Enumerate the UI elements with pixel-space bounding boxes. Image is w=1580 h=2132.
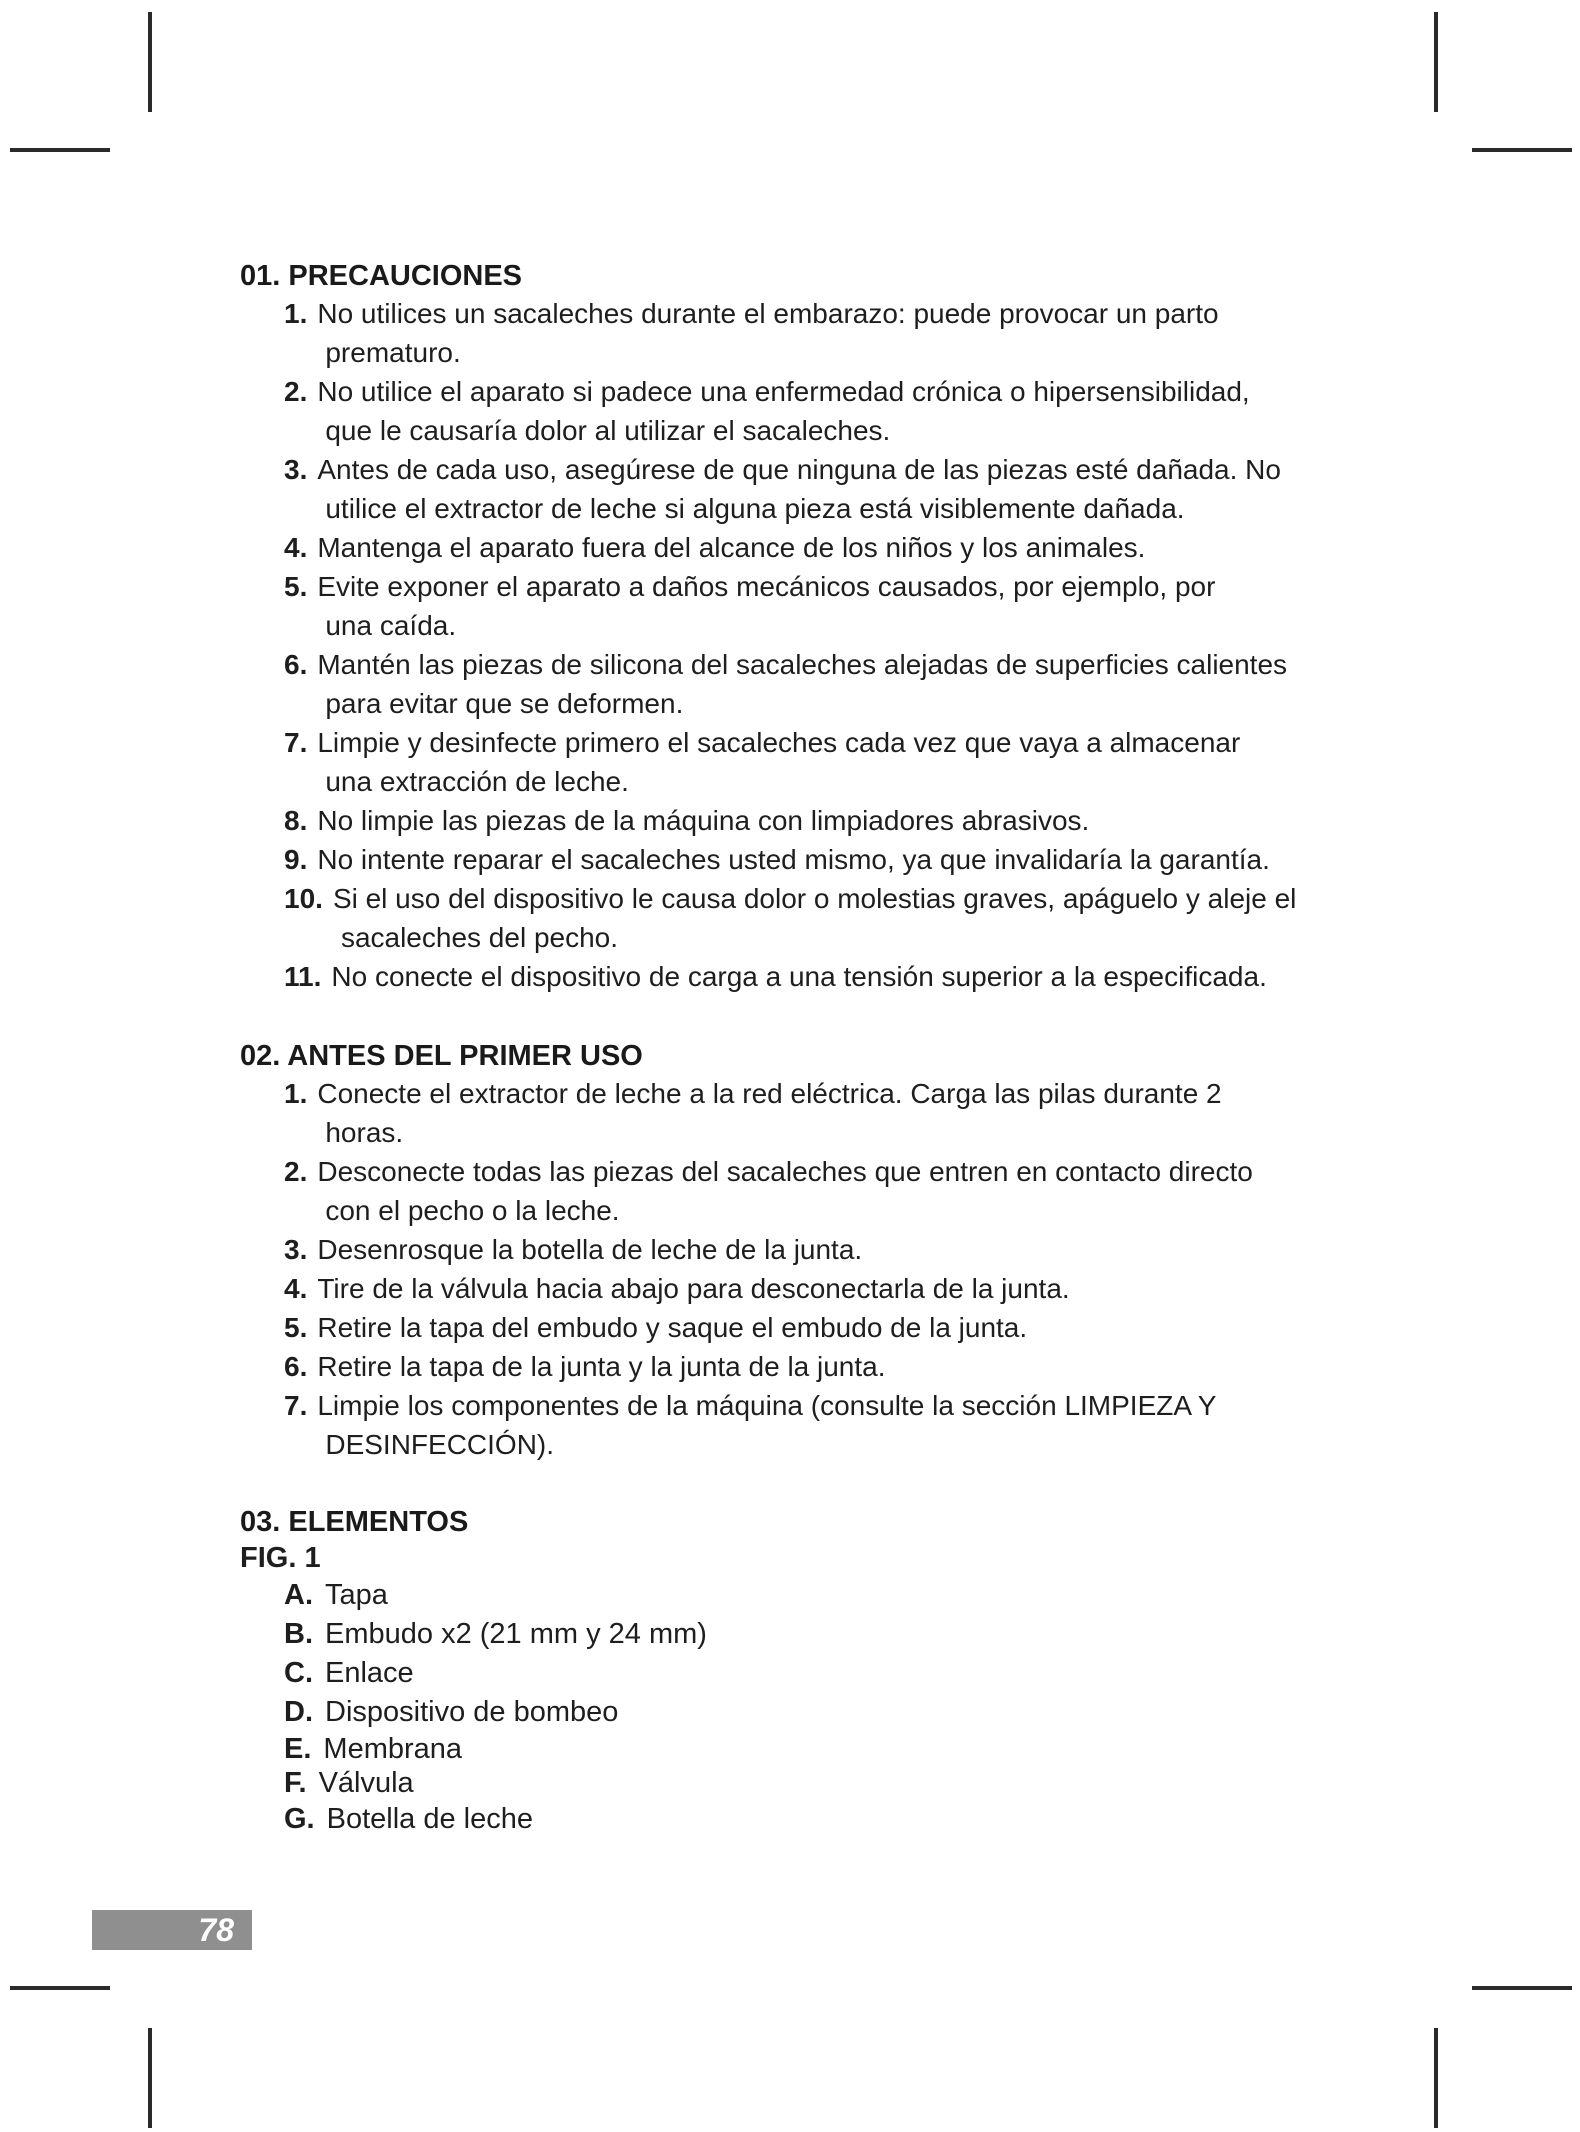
element-text: Tapa (325, 1579, 388, 1611)
item-text-line: No limpie las piezas de la máquina con limpiadores abrasivos. (317, 805, 1090, 836)
item-text-line: DESINFECCIÓN). (325, 1429, 555, 1460)
item-number: 6. (284, 1351, 308, 1382)
item-text (317, 528, 1360, 567)
element-letter: C. (284, 1657, 313, 1689)
item-text-line: Limpie los componentes de la máquina (consulte la sección LIMPIEZA Y (317, 1390, 1217, 1421)
element-item (284, 1654, 1360, 1693)
item-text-line: con el pecho o la leche. (325, 1195, 620, 1226)
element-text: Membrana (323, 1733, 463, 1765)
item-number: 8. (284, 805, 308, 836)
list-item (284, 840, 1360, 879)
element-text: Botella de leche (326, 1803, 533, 1835)
element-letter: F. (284, 1767, 307, 1799)
section-title-precauciones: 01. PRECAUCIONES (240, 260, 523, 292)
item-number: 1. (284, 298, 308, 329)
list-item (284, 528, 1360, 567)
item-text (331, 957, 1360, 996)
item-text (317, 1152, 1360, 1230)
item-number: 1. (284, 1078, 308, 1109)
list-item (284, 1269, 1360, 1308)
item-text-line: Retire la tapa de la junta y la junta de la junta. (317, 1351, 886, 1382)
list-item (284, 1152, 1360, 1230)
precauciones-list (240, 294, 1360, 996)
item-text-line: una extracción de leche. (325, 766, 629, 797)
item-number: 2. (284, 376, 308, 407)
item-text-line: No utilice el aparato si padece una enfermedad crónica o hipersensibilidad, (317, 376, 1250, 407)
item-number: 6. (284, 649, 308, 680)
item-text (317, 1386, 1360, 1464)
element-item (284, 1766, 1360, 1800)
item-text-line: Mantenga el aparato fuera del alcance de los niños y los animales. (317, 532, 1146, 563)
item-number: 4. (284, 1273, 308, 1304)
item-text-line: Retire la tapa del embudo y saque el embudo de la junta. (317, 1312, 1028, 1343)
item-text-line: sacaleches del pecho. (340, 922, 619, 953)
item-text-line: Limpie y desinfecte primero el sacaleches cada vez que vaya a almacenar (317, 727, 1241, 758)
item-text-line: Conecte el extractor de leche a la red eléctrica. Carga las pilas durante 2 (317, 1078, 1222, 1109)
list-item (284, 1308, 1360, 1347)
item-number: 4. (284, 532, 308, 563)
list-item (284, 567, 1360, 645)
item-text-line: Desenrosque la botella de leche de la junta. (317, 1234, 863, 1265)
item-text (317, 1074, 1360, 1152)
item-number: 10. (284, 883, 323, 914)
list-item (284, 450, 1360, 528)
crop-mark-top-left-vertical (148, 12, 152, 112)
element-text: Enlace (325, 1657, 414, 1689)
item-text-line: Desconecte todas las piezas del sacaleches que entren en contacto directo (317, 1156, 1253, 1187)
item-number: 2. (284, 1156, 308, 1187)
item-text-line: Tire de la válvula hacia abajo para desconectarla de la junta. (317, 1273, 1070, 1304)
list-item (284, 645, 1360, 723)
list-item (284, 1386, 1360, 1464)
antes-del-primer-uso-list (240, 1074, 1360, 1464)
crop-mark-top-left-horizontal (10, 148, 110, 152)
list-item (284, 372, 1360, 450)
item-text (317, 723, 1360, 801)
crop-mark-bottom-right-horizontal (1472, 1986, 1572, 1990)
item-text (317, 1269, 1360, 1308)
item-text (317, 294, 1360, 372)
item-text (317, 1230, 1360, 1269)
list-item (284, 1230, 1360, 1269)
element-letter: E. (284, 1733, 312, 1765)
item-number: 7. (284, 1390, 308, 1421)
item-text (317, 840, 1360, 879)
element-letter: D. (284, 1696, 313, 1728)
element-item (284, 1615, 1360, 1654)
item-text (333, 879, 1360, 957)
item-text-line: Mantén las piezas de silicona del sacaleches alejadas de superficies calientes (317, 649, 1288, 680)
element-letter: G. (284, 1803, 315, 1835)
document-body (240, 258, 1360, 1839)
item-number: 5. (284, 1312, 308, 1343)
element-item (284, 1800, 1360, 1839)
list-item (284, 801, 1360, 840)
item-text-line: Si el uso del dispositivo le causa dolor o molestias graves, apáguelo y aleje el (332, 883, 1297, 914)
item-text (317, 645, 1360, 723)
item-number: 3. (284, 1234, 308, 1265)
element-item (284, 1732, 1360, 1766)
item-text (317, 1347, 1360, 1386)
section-title-elementos: 03. ELEMENTOS (240, 1506, 469, 1538)
item-number: 5. (284, 571, 308, 602)
item-number: 9. (284, 844, 308, 875)
item-text-line: una caída. (325, 610, 457, 641)
item-text-line: que le causaría dolor al utilizar el sacaleches. (325, 415, 891, 446)
item-text-line: horas. (325, 1117, 404, 1148)
element-letter: B. (284, 1618, 313, 1650)
section-title-antes-del-primer-uso: 02. ANTES DEL PRIMER USO (240, 1040, 643, 1072)
element-letter: A. (284, 1579, 313, 1611)
list-item (284, 1074, 1360, 1152)
figure-label: FIG. 1 (240, 1542, 321, 1574)
item-text-line: Evite exponer el aparato a daños mecánicos causados, por ejemplo, por (317, 571, 1216, 602)
item-text (317, 450, 1360, 528)
item-number: 3. (284, 454, 308, 485)
element-text: Embudo x2 (21 mm y 24 mm) (325, 1618, 707, 1650)
item-text (317, 801, 1360, 840)
element-text: Dispositivo de bombeo (325, 1696, 619, 1728)
item-text-line: prematuro. (325, 337, 461, 368)
item-text-line: No utilices un sacaleches durante el embarazo: puede provocar un parto (317, 298, 1219, 329)
list-item (284, 723, 1360, 801)
crop-mark-top-right-horizontal (1472, 148, 1572, 152)
item-text-line: No conecte el dispositivo de carga a una tensión superior a la especificada. (331, 961, 1267, 992)
list-item (284, 879, 1360, 957)
list-item (284, 294, 1360, 372)
item-text (317, 567, 1360, 645)
elements-list (240, 1576, 1360, 1839)
element-text: Válvula (318, 1767, 414, 1799)
crop-mark-bottom-left-horizontal (10, 1986, 110, 1990)
list-item (284, 1347, 1360, 1386)
crop-mark-top-right-vertical (1434, 12, 1438, 112)
element-item (284, 1693, 1360, 1732)
crop-mark-bottom-left-vertical (148, 2028, 152, 2128)
item-number: 7. (284, 727, 308, 758)
item-text (317, 1308, 1360, 1347)
item-text-line: para evitar que se deformen. (325, 688, 684, 719)
element-item (284, 1576, 1360, 1615)
item-text (317, 372, 1360, 450)
item-number: 11. (284, 961, 322, 992)
page-number: 78 (92, 1910, 252, 1950)
crop-mark-bottom-right-vertical (1434, 2028, 1438, 2128)
item-text-line: Antes de cada uso, asegúrese de que ninguna de las piezas esté dañada. No (317, 454, 1281, 485)
item-text-line: utilice el extractor de leche si alguna pieza está visiblemente dañada. (325, 493, 1185, 524)
list-item (284, 957, 1360, 996)
item-text-line: No intente reparar el sacaleches usted mismo, ya que invalidaría la garantía. (317, 844, 1270, 875)
